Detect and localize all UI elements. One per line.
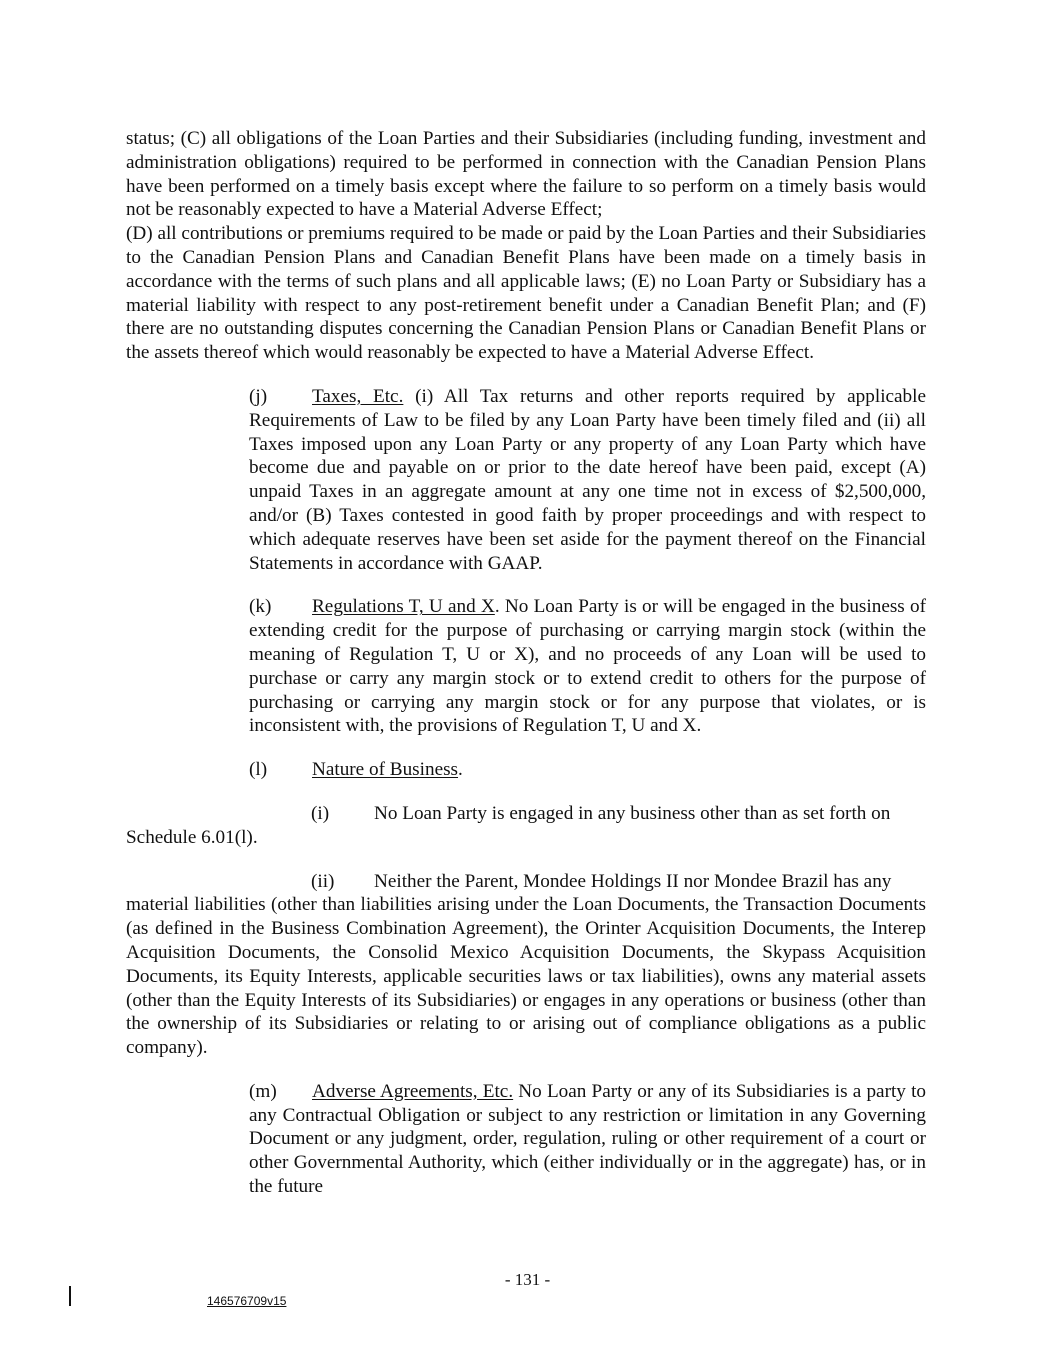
section-m-text: No Loan Party or any of its Subsidiaries is a party to any Contractual Obligation or subject to any restriction or limitation in any Governing Document or any judgment, order, regulation, ruling or other requirement of a court or other Governmental Authority, which (either individually or in the aggregate) has, or in the future — [249, 1080, 927, 1198]
section-j-text: (i) All Tax returns and other reports required by applicable Requirements of Law to be filed by any Loan Party have been timely filed and (ii) all Taxes imposed upon any Loan Party or any property of any Loan Party which have become due and payable on or prior to the date hereof have been paid, except (A) unpaid Taxes in an aggregate amount at any one time not in excess of $2,500,000, and/or (B) Taxes contested in good faith by proper proceedings and with respect to which adequate reserves have been set aside for the payment thereof on the Financial Statements in accordance with GAAP. — [249, 385, 927, 574]
page-number: - 131 - — [504, 1270, 551, 1289]
section-k-label: (k) — [249, 596, 272, 618]
document-id: 146576709v15 — [207, 1294, 287, 1308]
section-m-label: (m) — [249, 1080, 277, 1102]
section-j-heading: Taxes, Etc. — [312, 385, 404, 407]
section-l-ii-label: (ii) — [311, 870, 335, 892]
section-l-label: (l) — [249, 759, 268, 781]
continuation-paragraph-2: (D) all contributions or premiums required to be made or paid by the Loan Parties and their Subsidiaries to the Canadian Pension Plans and Canadian Benefit Plans have been made on a timely basis in accordance with the terms of such plans and all applicable laws; (E) no Loan Party or Subsidiary has a material liability with respect to any post-retirement benefit under a Canadian Benefit Plan; and (F) there are no outstanding disputes concerning the Canadian Pension Plans or Canadian Benefit Plans or the assets thereof which would reasonably be expected to have a Material Adverse Effect. — [126, 223, 926, 364]
section-m-heading: Adverse Agreements, Etc. — [312, 1080, 514, 1102]
page-body — [126, 127, 926, 1199]
section-k-heading: Regulations T, U and X — [312, 596, 495, 618]
section-l-i-continuation: Schedule 6.01(l). — [126, 826, 258, 848]
section-l-i-first-line — [126, 802, 926, 826]
section-j-paragraph — [126, 385, 926, 575]
section-l-heading: Nature of Business — [312, 759, 459, 781]
continuation-paragraph-1: status; (C) all obligations of the Loan Parties and their Subsidiaries (including funding, investment and administration obligations) required to be performed in connection with the Canadian Pension Plans have been performed on a timely basis except where the failure to so perform on a timely basis would not be reasonably expected to have a Material Adverse Effect; — [126, 128, 926, 221]
section-k-paragraph — [126, 595, 926, 738]
section-k-text: . No Loan Party is or will be engaged in the business of extending credit for the purpose of purchasing or carrying margin stock (within the meaning of Regulation T, U or X), and no proceeds of any Loan will be used to purchase or carry any margin stock or to extend credit to others for the purpose of purchasing or carrying any margin stock or for any purpose that violates, or is inconsistent with, the provisions of Regulation T, U and X. — [249, 596, 927, 737]
section-l-heading-line — [126, 758, 926, 782]
section-m-paragraph — [126, 1080, 926, 1199]
section-l-i-text: No Loan Party is engaged in any business other than as set forth on — [374, 802, 891, 824]
section-l-heading-suffix: . — [458, 759, 463, 781]
section-l-i-label: (i) — [311, 802, 330, 824]
section-l-ii-continuation: material liabilities (other than liabilities arising under the Loan Documents, the Transaction Documents (as defined in the Business Combination Agreement), the Orinter Acquisition Documents, the Interep Acquisition Documents, the Consolid Mexico Acquisition Documents, the Skypass Acquisition Documents, its Equity Interests, applicable securities laws or tax liabilities), owns any material assets (other than the Equity Interests of its Subsidiaries) or engages in any operations or business (other than the ownership of its Subsidiaries or relating to or arising out of compliance obligations as a public company). — [126, 894, 926, 1059]
section-j-label: (j) — [249, 385, 268, 407]
revision-bar — [69, 1286, 71, 1306]
section-l-ii-text: Neither the Parent, Mondee Holdings II nor Mondee Brazil has any — [374, 870, 892, 892]
section-l-ii-first-line — [126, 870, 926, 894]
